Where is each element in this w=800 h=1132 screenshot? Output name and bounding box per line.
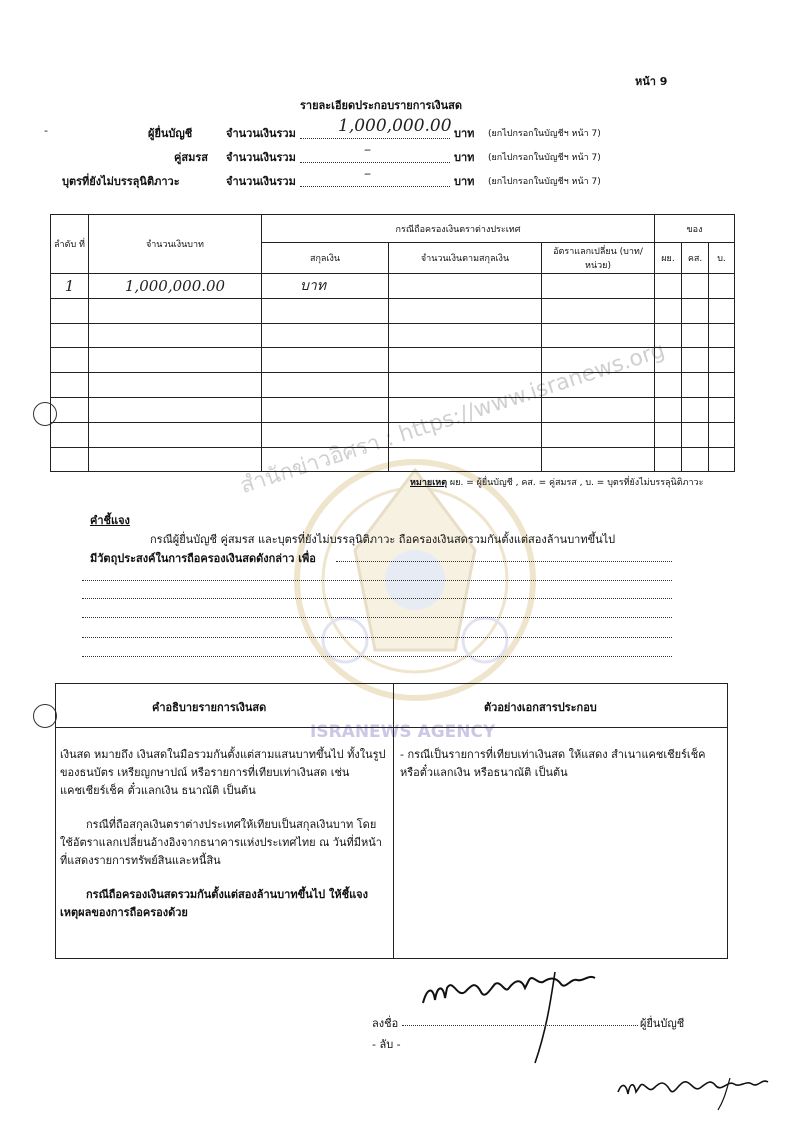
- summary-note: (ยกไปกรอกในบัญชีฯ หน้า 7): [488, 153, 601, 163]
- signature-scribble: [405, 958, 620, 1068]
- sign-role: ผู้ยื่นบัญชี: [640, 1017, 685, 1030]
- summary-person: บุตรที่ยังไม่บรรลุนิติภาวะ: [62, 175, 180, 188]
- table-row: [51, 348, 735, 373]
- page-number: หน้า 9: [635, 75, 668, 88]
- desc-paragraph-2: กรณีที่ถือสกุลเงินตราต่างประเทศให้เทียบเป็นสกุลเงินบาท โดยใช้อัตราแลกเปลี่ยนอ้างอิงจากธนาคารแห่งประเทศไทย ณ วันที่มีหน้าที่แสดงรายการทรัพย์สินและหนี้สิน: [60, 818, 382, 867]
- margin-mark: -: [44, 124, 48, 137]
- watermark-text: สำนักข่าวอิศรา : https://www.isranews.org: [237, 337, 668, 500]
- col-owner-2-header: คส.: [682, 243, 709, 274]
- cell-amount: 1,000,000.00: [89, 274, 262, 299]
- punch-hole: [33, 704, 57, 728]
- explanation-field: [82, 580, 672, 581]
- summary-person: ผู้ยื่นบัญชี: [148, 127, 193, 140]
- col-foreign-amount-header: จำนวนเงินตามสกุลเงิน: [389, 243, 542, 274]
- explanation-line-1: กรณีผู้ยื่นบัญชี คู่สมรส และบุตรที่ยังไม่บรรลุนิติภาวะ ถือครองเงินสดรวมกันตั้งแต่สองล้านบาทขึ้นไป: [150, 533, 616, 546]
- sign-field: [402, 1025, 638, 1026]
- cell-foreign-amount: [389, 274, 542, 299]
- desc-paragraph-1: เงินสด หมายถึง เงินสดในมือรวมกันตั้งแต่สามแสนบาทขึ้นไป ทั้งในรูปของธนบัตร เหรียญกษาปณ์ หรือรายการที่เทียบเท่าเงินสด เช่น แคชเชียร์เช็ค ตั๋วแลกเงิน ธนาณัติ เป็นต้น: [60, 748, 386, 797]
- footnote: [410, 475, 703, 489]
- explanation-field: [336, 561, 672, 562]
- desc-right-body: [400, 746, 718, 782]
- cell-owner: [655, 274, 682, 299]
- summary-unit: บาท: [454, 175, 475, 188]
- col-currency-header: สกุลเงิน: [262, 243, 389, 274]
- table-row: [51, 323, 735, 348]
- page-title: รายละเอียดประกอบรายการเงินสด: [300, 99, 462, 112]
- summary-label: จำนวนเงินรวม: [226, 175, 296, 188]
- explanation-field: [82, 617, 672, 618]
- desc-header-left: คำอธิบายรายการเงินสด: [152, 701, 267, 714]
- col-owner-group-header: ของ: [655, 215, 735, 243]
- summary-note: (ยกไปกรอกในบัญชีฯ หน้า 7): [488, 129, 601, 139]
- punch-hole: [33, 402, 57, 426]
- footnote-label: หมายเหตุ: [410, 478, 448, 488]
- summary-amount: 1,000,000.00: [338, 116, 452, 136]
- table-row: [51, 422, 735, 447]
- cell-rate: [542, 274, 655, 299]
- col-owner-3-header: บ.: [709, 243, 735, 274]
- explanation-field: [82, 637, 672, 638]
- explanation-field: [82, 656, 672, 657]
- sign-label: ลงชื่อ: [372, 1017, 399, 1030]
- desc-left-body: [60, 746, 388, 922]
- explanation-heading: คำชี้แจง: [90, 514, 130, 527]
- cell-currency: บาท: [262, 274, 389, 299]
- summary-amount-field: [300, 142, 450, 163]
- col-amount-header: จำนวนเงินบาท: [89, 215, 262, 274]
- table-row: [51, 447, 735, 472]
- explanation-line-2: มีวัตถุประสงค์ในการถือครองเงินสดดังกล่าว เพื่อ: [90, 552, 316, 565]
- col-rate-header: อัตราแลกเปลี่ยน (บาท/หน่วย): [542, 243, 655, 274]
- cell-owner: [709, 274, 735, 299]
- summary-amount-field: [300, 116, 452, 139]
- col-foreign-group-header: กรณีถือครองเงินตราต่างประเทศ: [262, 215, 655, 243]
- summary-unit: บาท: [454, 127, 475, 140]
- summary-amount: –: [364, 142, 371, 158]
- col-owner-1-header: ผย.: [655, 243, 682, 274]
- watermark-agency: ISRANEWS AGENCY: [310, 722, 496, 742]
- summary-person: คู่สมรส: [174, 151, 208, 164]
- table-row: [51, 373, 735, 398]
- desc-right-text: - กรณีเป็นรายการที่เทียบเท่าเงินสด ให้แสดง สำเนาแคชเชียร์เช็ค หรือตั๋วแลกเงิน หรือธนาณัติ เป็นต้น: [400, 748, 706, 779]
- footnote-text: ผย. = ผู้ยื่นบัญชี , คส. = คู่สมรส , บ. = บุตรที่ยังไม่บรรลุนิติภาวะ: [449, 478, 704, 488]
- cash-table: [50, 214, 735, 472]
- col-no-header: ลำดับ ที่: [51, 215, 89, 274]
- summary-note: (ยกไปกรอกในบัญชีฯ หน้า 7): [488, 177, 601, 187]
- sign-sub: - ลับ -: [372, 1038, 401, 1051]
- summary-amount-field: [300, 166, 450, 187]
- summary-amount: –: [364, 166, 371, 182]
- table-row: [51, 397, 735, 422]
- description-table: [55, 683, 728, 959]
- table-row: [51, 274, 735, 299]
- initials-scribble: [612, 1068, 772, 1112]
- explanation-field: [82, 598, 672, 599]
- cell-owner: [682, 274, 709, 299]
- description-table-divider: [393, 684, 394, 958]
- summary-label: จำนวนเงินรวม: [226, 151, 296, 164]
- summary-unit: บาท: [454, 151, 475, 164]
- cell-no: 1: [51, 274, 89, 299]
- desc-paragraph-3: กรณีถือครองเงินสดรวมกันตั้งแต่สองล้านบาทขึ้นไป ให้ชี้แจงเหตุผลของการถือครองด้วย: [60, 888, 368, 919]
- table-row: [51, 298, 735, 323]
- desc-header-right: ตัวอย่างเอกสารประกอบ: [484, 701, 597, 714]
- summary-label: จำนวนเงินรวม: [226, 127, 296, 140]
